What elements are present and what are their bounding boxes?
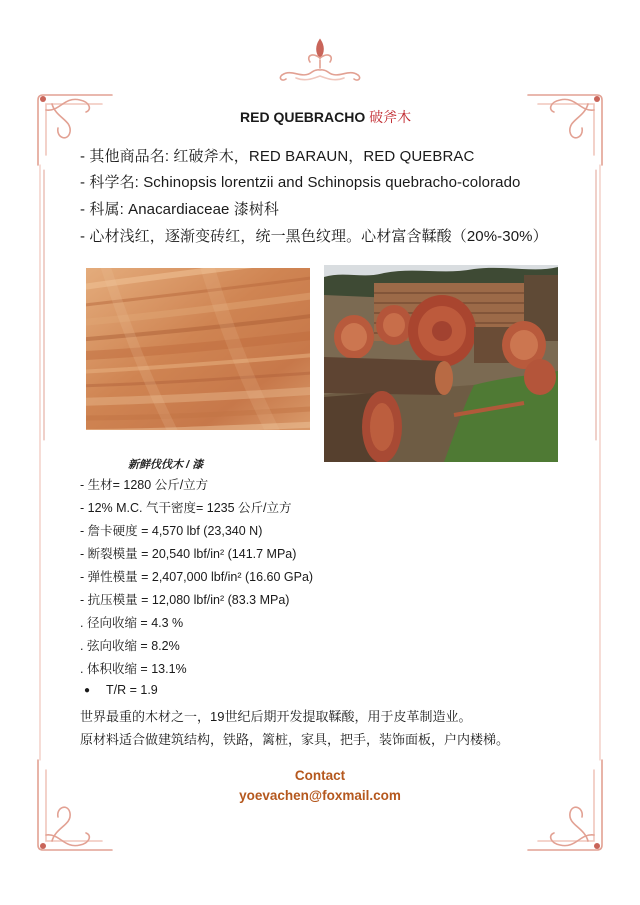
property-tangential-shrinkage: . 弦向收缩 = 8.2% xyxy=(80,639,180,653)
contact-label: Contact xyxy=(294,768,346,783)
info-trade-names: - 其他商品名: 红破斧木，RED BARAUN，RED QUEBRAC xyxy=(80,148,475,165)
property-elastic-modulus: - 弹性模量 = 2,407,000 lbf/in² (16.60 GPa) xyxy=(80,570,314,584)
top-ornament xyxy=(280,40,359,80)
info-scientific-name: - 科学名: Schinopsis lorentzii and Schinopsis quebracho-colorado xyxy=(80,174,521,191)
property-radial-shrinkage: . 径向收缩 = 4.3 % xyxy=(80,616,184,630)
property-volumetric-shrinkage: . 体积收缩 = 13.1% xyxy=(80,662,187,676)
property-green-density: - 生材= 1280 公斤/立方 xyxy=(80,478,209,492)
page-title xyxy=(240,107,411,127)
property-tr-ratio: T/R = 1.9 xyxy=(106,683,158,697)
wood-grain-photo xyxy=(86,268,310,430)
property-air-dry-density: - 12% M.C. 气干密度= 1235 公斤/立方 xyxy=(80,501,292,515)
info-family: - 科属: Anacardiaceae 漆树科 xyxy=(80,201,280,218)
property-modulus-of-rupture: - 断裂模量 = 20,540 lbf/in² (141.7 MPa) xyxy=(80,547,297,561)
property-janka-hardness: - 詹卡硬度 = 4,570 lbf (23,340 N) xyxy=(80,524,263,538)
property-crushing-strength: - 抗压模量 = 12,080 lbf/in² (83.3 MPa) xyxy=(80,593,290,607)
log-pile-photo xyxy=(324,265,558,462)
photo-caption: 新鲜伐伐木 / 漆 xyxy=(128,459,204,471)
title-chinese: 破斧木 xyxy=(369,109,412,125)
bullet-icon: ● xyxy=(84,685,91,696)
info-heartwood: - 心材浅红，逐渐变砖红，统一黑色纹理。心材富含鞣酸（20%-30%） xyxy=(80,228,548,245)
contact-email: yoevachen@foxmail.com xyxy=(239,788,401,803)
corner-ornament-top-right xyxy=(528,95,602,165)
title-english: RED QUEBRACHO xyxy=(240,109,366,125)
paragraph-history: 世界最重的木材之一，19世纪后期开发提取鞣酸，用于皮革制造业。 xyxy=(80,709,472,724)
paragraph-uses: 原材料适合做建筑结构，铁路，篱桩，家具，把手，装饰面板，户内楼梯。 xyxy=(80,732,510,747)
